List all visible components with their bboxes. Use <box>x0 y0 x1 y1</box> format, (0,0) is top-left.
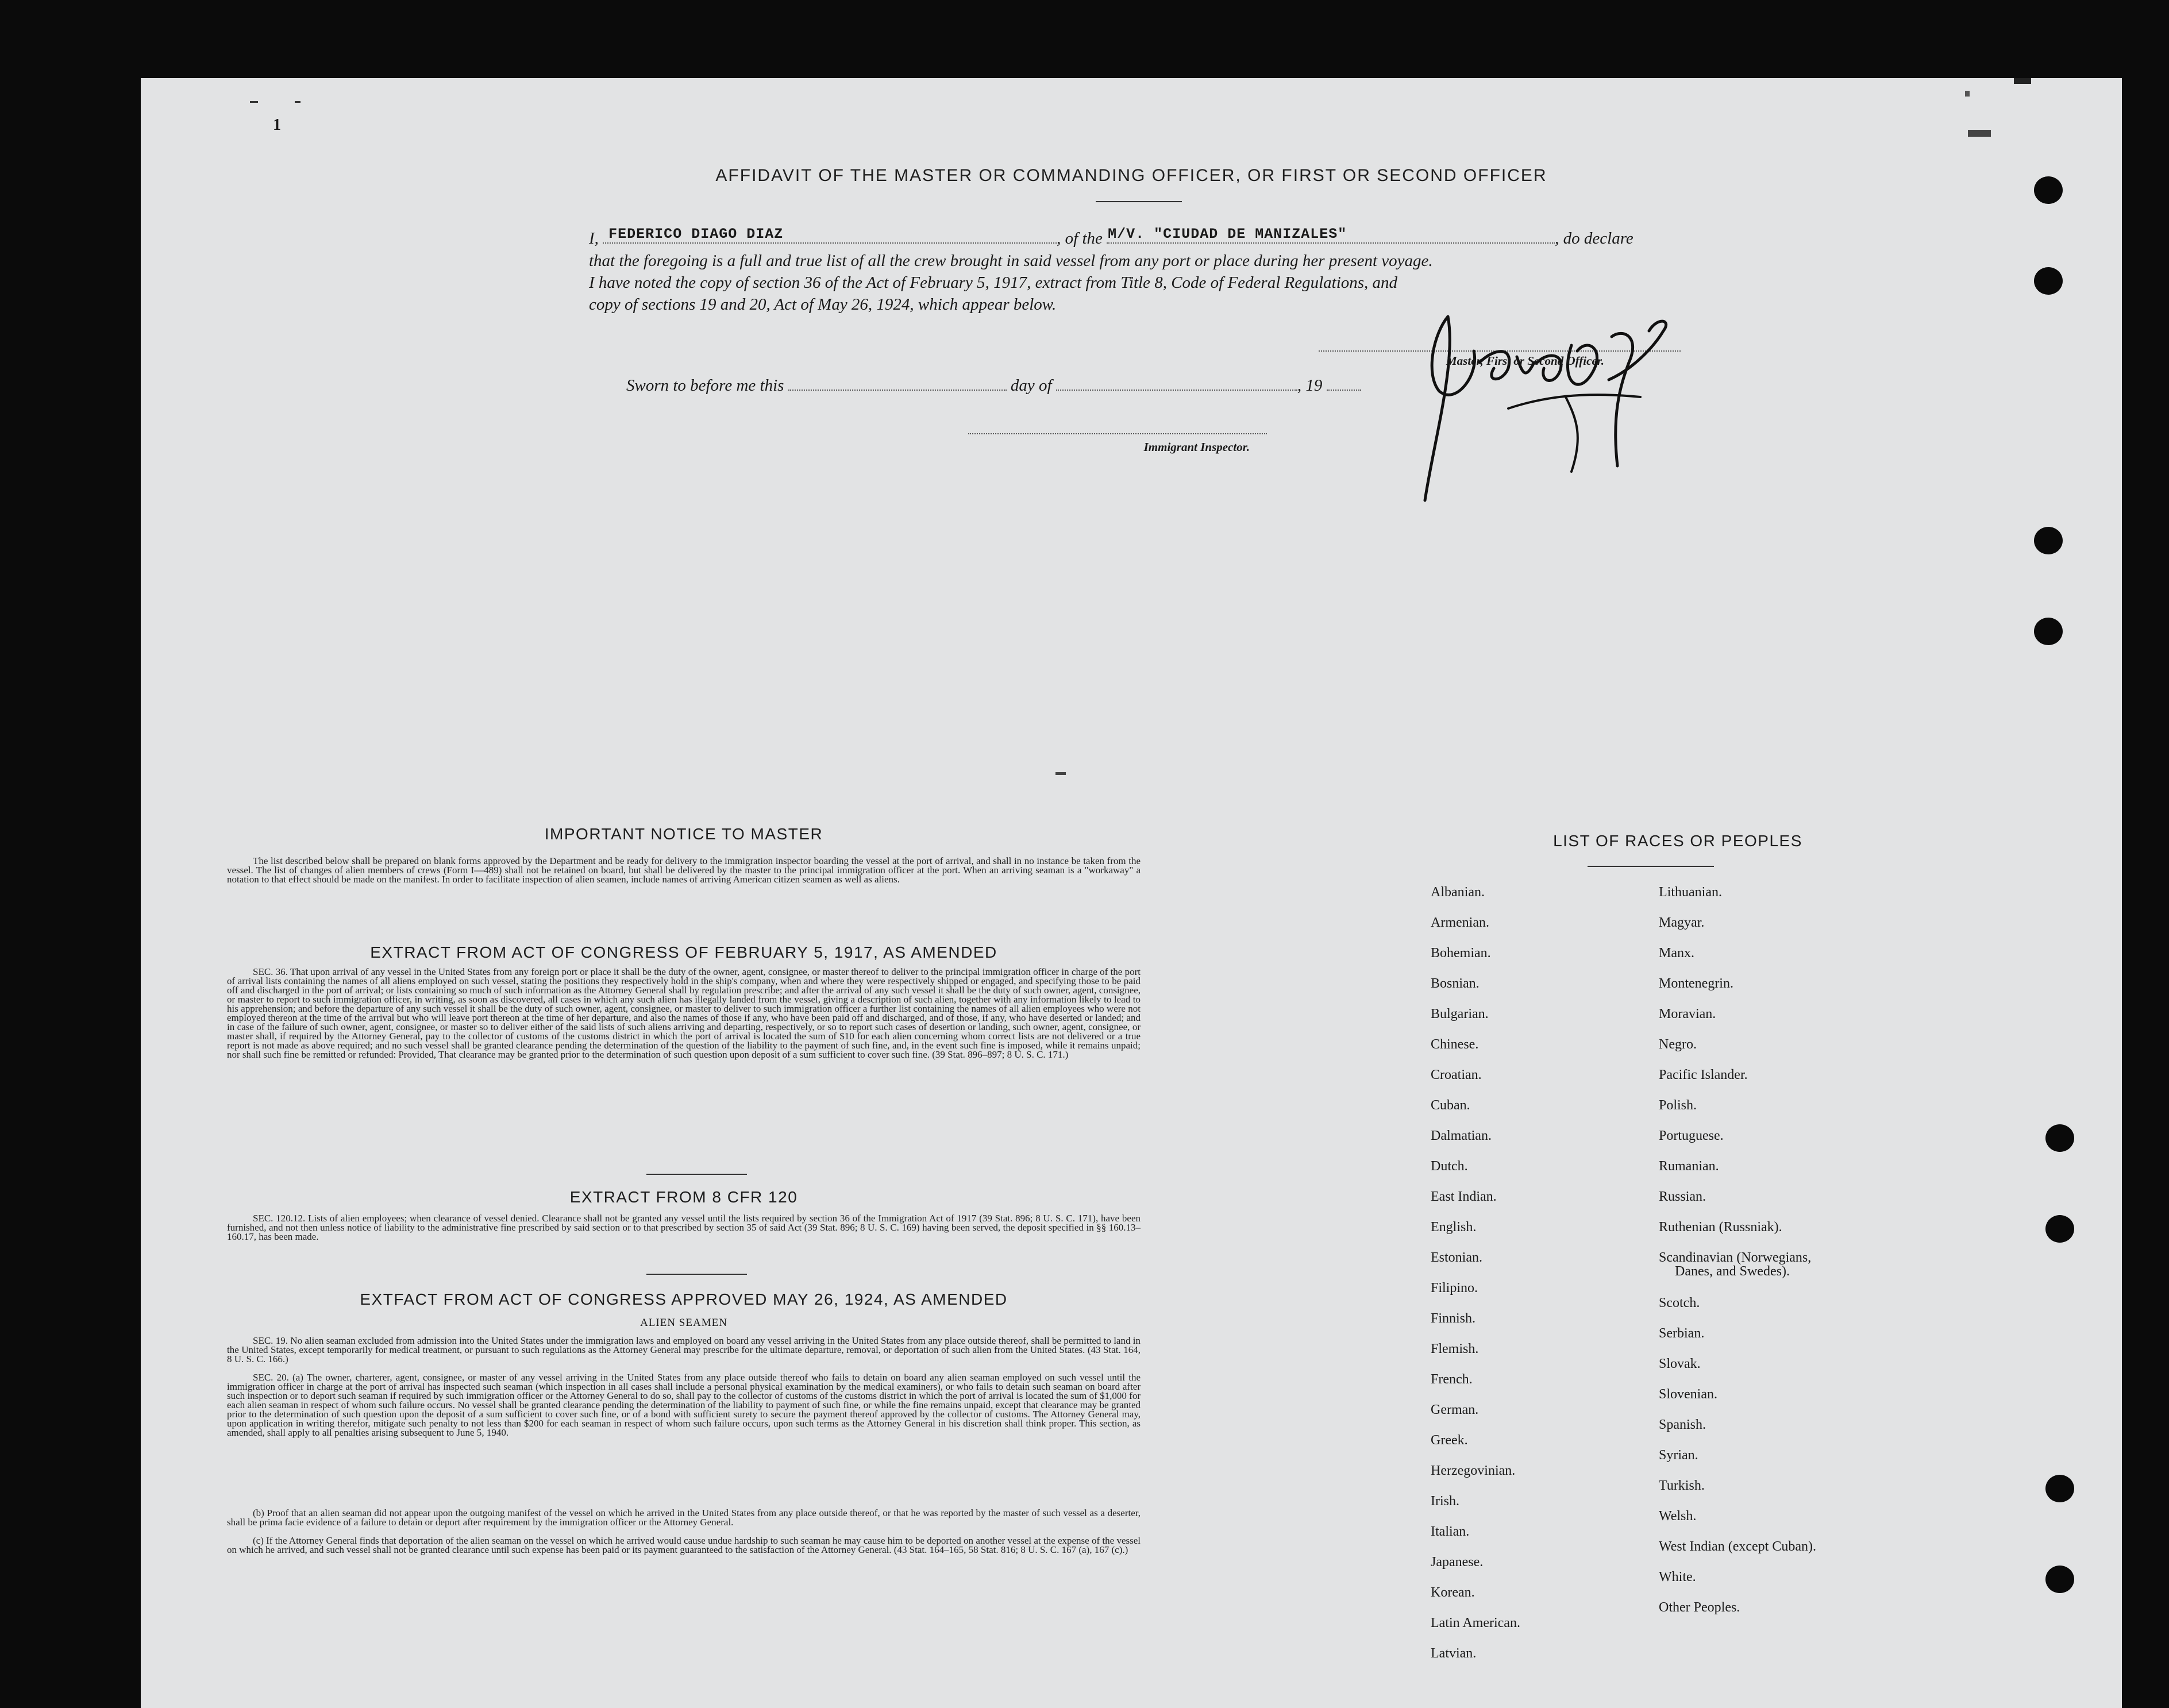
races-rule <box>1588 866 1714 867</box>
race-item-continuation: Danes, and Swedes). <box>1675 1264 1790 1279</box>
inspector-signature-line <box>968 433 1267 434</box>
race-item: Pacific Islander. <box>1659 1067 1748 1082</box>
race-item: West Indian (except Cuban). <box>1659 1539 1816 1554</box>
notice-body: The list described below shall be prepared on blank forms approved by the Department and be ready for delivery to the immigration inspector boarding the vessel at the port of arrival, and shall in no instance be taken from the vessel. The list of changes of alien members of crews (Form I—489) shall not be retained on board, but shall be delivered by the master to the principal immigration officer at the port. When an arriving seaman is a "workaway" a notation to that effect should be made on the manifest. In order to facilitate inspection of alien seamen, include names of arriving American citizen seamen as well as aliens. <box>227 855 1141 885</box>
sworn-date-field <box>788 373 1007 391</box>
alien-seamen-subheading: ALIEN SEAMEN <box>640 1317 727 1329</box>
binder-hole <box>2045 1475 2074 1502</box>
race-item: Moravian. <box>1659 1007 1716 1021</box>
race-item: Estonian. <box>1431 1250 1482 1265</box>
race-item: Magyar. <box>1659 915 1705 930</box>
race-item: Rumanian. <box>1659 1159 1719 1174</box>
race-item: White. <box>1659 1570 1696 1584</box>
pronoun: I, <box>589 229 599 248</box>
sworn-year-text: , 19 <box>1297 376 1323 395</box>
sworn-line <box>626 373 1603 397</box>
race-item: Dalmatian. <box>1431 1128 1492 1143</box>
race-item: Scandinavian (Norwegians, <box>1659 1250 1812 1265</box>
race-item: Portuguese. <box>1659 1128 1724 1143</box>
extract-1924-sec20a: SEC. 20. (a) The owner, charterer, agent, consignee, or master of any vessel arriving in the United States from any place outside thereof who fails to detain on board any alien seaman employed on such vessel until the immigration officer in charge at the port of arrival has inspected such seaman (which inspection in all cases shall include a personal physical examination by the medical examiners), or who fails to detain such seaman on board after such inspection or to deport such seaman if required by such immigration officer or the Attorney General to do so, shall pay to the collector of customs of the customs district in which the port of arrival is located the sum of $1,000 for each alien seaman in respect of whom such failure occurs. No vessel shall be granted clearance pending the determination of the liability to payment of such fine, or while the fine remains unpaid, except that clearance may be granted prior to the determination of such question upon the deposit of a sum sufficient to cover such fine, or of a bond with sufficient surety to secure the payment thereof approved by the collector of customs. The Attorney General may, upon application in writing therefor, mitigate such penalty to not less than $200 for each seaman in respect of whom such failure occurs, upon such terms as the Attorney General in his discretion shall think proper. This section, as amended, shall apply to all penalties arising subsequent to June 5, 1940. <box>227 1372 1141 1438</box>
race-item: Latin American. <box>1431 1616 1520 1630</box>
race-item: Herzegovinian. <box>1431 1463 1516 1478</box>
race-item: Cuban. <box>1431 1098 1470 1113</box>
page-marker: 1 <box>273 116 281 134</box>
race-item: Bohemian. <box>1431 946 1491 961</box>
race-item: Greek. <box>1431 1433 1468 1448</box>
race-item: Lithuanian. <box>1659 885 1722 900</box>
race-item: Serbian. <box>1659 1326 1705 1341</box>
scan-speck <box>295 101 300 103</box>
extract-1917-heading: EXTRACT FROM ACT OF CONGRESS OF FEBRUARY 5, 1917, AS AMENDED <box>370 943 997 961</box>
race-item: Chinese. <box>1431 1037 1479 1052</box>
race-item: Manx. <box>1659 946 1694 961</box>
extract-1924-sec19: SEC. 19. No alien seaman excluded from admission into the United States under the immigration laws and employed on board any vessel arriving in the United States from any place outside thereof, shall be permitted to land in the United States, except temporarily for medical treatment, or pursuant to such regulations as the Attorney General may prescribe for the ultimate departure, removal, or deportation of such alien from the United States. (43 Stat. 164, 8 U. S. C. 166.) <box>227 1335 1141 1364</box>
race-item: Ruthenian (Russniak). <box>1659 1220 1782 1235</box>
race-item: Dutch. <box>1431 1159 1468 1174</box>
race-item: German. <box>1431 1402 1479 1417</box>
section-rule <box>646 1174 747 1175</box>
extract-1924-sec20c: (c) If the Attorney General finds that deportation of the alien seaman on the vessel on which he arrived would cause undue hardship to such seaman he may cause him to be deported on another vessel at the expense of the vessel on which he arrived, and such vessel shall not be granted clearance until such expense has been paid or its payment guaranteed to the satisfaction of the Attorney General. (43 Stat. 164–165, 58 Stat. 816; 8 U. S. C. 167 (a), 167 (c).) <box>227 1535 1141 1555</box>
vessel-field <box>1107 226 1555 244</box>
master-name-field <box>603 226 1057 244</box>
race-item: Montenegrin. <box>1659 976 1733 991</box>
extract-1924-sec20b: (b) Proof that an alien seaman did not appear upon the outgoing manifest of the vessel on which he arrived in the United States from any place outside thereof, or that he was reported by the master of such vessel as a deserter, shall be prima facie evidence of a failure to detain or deport after requirement by the immigration officer or the Attorney General. <box>227 1507 1141 1528</box>
race-item: East Indian. <box>1431 1189 1497 1204</box>
race-item: Latvian. <box>1431 1646 1477 1661</box>
section-rule <box>646 1274 747 1275</box>
sworn-day-text: day of <box>1010 376 1052 395</box>
extract-cfr-heading: EXTRACT FROM 8 CFR 120 <box>569 1188 798 1206</box>
race-item: Irish. <box>1431 1494 1459 1509</box>
declaration-line-1 <box>589 226 1715 250</box>
inspector-label: Immigrant Inspector. <box>1143 440 1250 454</box>
extract-1917-body: SEC. 36. That upon arrival of any vessel in the United States from any foreign port or place it shall be the duty of the owner, agent, consignee, or master thereof to deliver to the principal immigration officer in charge of the port of arrival lists containing the names of all aliens employed on such vessel, stating the positions they respectively hold in the ship's company, when and where they were respectively shipped or engaged, and specifying those to be paid off and discharged in the port of arrival; or lists containing so much of such information as the Attorney General shall by regulation prescribe; and after the arrival of any such vessel it shall be the duty of such owner, agent, consignee, or master to report to such immigration officer, in writing, as soon as discovered, all cases in which any such alien has illegally landed from the vessel, giving a description of such alien, together with any information likely to lead to his apprehension; and before the departure of any such vessel it shall be the duty of such owner, agent, consignee, or master to deliver to such immigration officer a further list containing the names of all alien employees who were not employed thereon at the time of the arrival but who will leave port thereon at the time of her departure, and also the names of those if any, who have been paid off and discharged, and of those, if any, who have deserted or landed; and in case of the failure of such owner, agent, consignee, or master so to deliver either of the said lists of such aliens arriving and departing, respectively, or so to report such cases of desertion or landing, such owner, agent, consignee, or master shall, if required by the Attorney General, pay to the collector of customs of the customs district in which the port of arrival is located the sum of $10 for each alien concerning whom correct lists are not delivered or a true report is not made as above required; and no such vessel shall be granted clearance pending the determination of the question of the liability to the payment of such fine, and, in the event such fine is imposed, while it remains unpaid; nor shall such fine be remitted or refunded: Provided, That clearance may be granted prior to the determination of such question upon deposit of a sum sufficient to cover such fine. (39 Stat. 896–897; 8 U. S. C. 171.) <box>227 966 1141 1060</box>
vessel-name: M/V. "CIUDAD DE MANIZALES" <box>1108 226 1347 242</box>
race-item: Armenian. <box>1431 915 1489 930</box>
declaration-line-4: copy of sections 19 and 20, Act of May 26, 1924, which appear below. <box>589 295 1057 314</box>
binder-hole <box>2034 618 2063 645</box>
binder-hole <box>2045 1566 2074 1593</box>
race-item: Russian. <box>1659 1189 1706 1204</box>
race-item: Bosnian. <box>1431 976 1480 991</box>
document-page <box>141 78 2122 1708</box>
declaration-line-3: I have noted the copy of section 36 of the Act of February 5, 1917, extract from Title 8, Code of Federal Regulations, and <box>589 273 1398 292</box>
race-item: Polish. <box>1659 1098 1697 1113</box>
extract-cfr-body: SEC. 120.12. Lists of alien employees; when clearance of vessel denied. Clearance shall not be granted any vessel until the lists required by section 36 of the Immigration Act of 1917 (39 Stat. 896; 8 U. S. C. 171), have been furnished, and not then unless notice of liability to the administrative fine prescribed by said section or to that prescribed by section 35 of said Act (39 Stat. 896; 8 U. S. C. 169) having been served, the deposit specified in §§ 160.13–160.17, has been made. <box>227 1213 1141 1242</box>
race-item: Filipino. <box>1431 1281 1478 1296</box>
sworn-month-field <box>1056 373 1297 391</box>
binder-hole <box>2045 1124 2074 1152</box>
extract-1924-heading: EXTFACT FROM ACT OF CONGRESS APPROVED MAY 26, 1924, AS AMENDED <box>360 1290 1008 1308</box>
title-rule <box>1096 201 1182 202</box>
binder-hole <box>2045 1215 2074 1243</box>
races-heading: LIST OF RACES OR PEOPLES <box>1553 832 1802 850</box>
race-item: Turkish. <box>1659 1478 1705 1493</box>
race-item: Bulgarian. <box>1431 1007 1489 1021</box>
race-item: Japanese. <box>1431 1555 1484 1570</box>
race-item: Flemish. <box>1431 1341 1479 1356</box>
race-item: Slovenian. <box>1659 1387 1717 1402</box>
race-item: Korean. <box>1431 1585 1475 1600</box>
race-item: Croatian. <box>1431 1067 1482 1082</box>
scan-speck <box>1055 772 1066 775</box>
race-item: English. <box>1431 1220 1477 1235</box>
scan-speck <box>1968 130 1991 137</box>
sworn-year-field <box>1327 373 1361 391</box>
scan-speck <box>250 101 258 103</box>
master-name: FEDERICO DIAGO DIAZ <box>608 226 784 242</box>
race-item: Slovak. <box>1659 1356 1701 1371</box>
race-item: Syrian. <box>1659 1448 1698 1463</box>
race-item: Negro. <box>1659 1037 1697 1052</box>
race-item: Other Peoples. <box>1659 1600 1740 1615</box>
race-item: French. <box>1431 1372 1473 1387</box>
race-item: Welsh. <box>1659 1509 1697 1524</box>
of-the-text: , of the <box>1057 229 1103 248</box>
race-item: Italian. <box>1431 1524 1470 1539</box>
binder-hole <box>2034 267 2063 295</box>
sworn-prefix: Sworn to before me this <box>626 376 784 395</box>
signature-label: Master, First or Second Officer. <box>1446 354 1604 368</box>
race-item: Spanish. <box>1659 1417 1706 1432</box>
notice-heading: IMPORTANT NOTICE TO MASTER <box>544 825 823 843</box>
race-item: Albanian. <box>1431 885 1485 900</box>
affidavit-title: AFFIDAVIT OF THE MASTER OR COMMANDING OFFICER, OR FIRST OR SECOND OFFICER <box>715 166 1547 185</box>
do-declare-text: , do declare <box>1555 229 1634 248</box>
race-item: Finnish. <box>1431 1311 1476 1326</box>
declaration-line-2: that the foregoing is a full and true list of all the crew brought in said vessel from any port or place during her present voyage. <box>589 252 1433 270</box>
binder-hole <box>2034 527 2063 554</box>
scan-speck <box>2014 78 2031 84</box>
race-item: Scotch. <box>1659 1296 1700 1310</box>
scan-speck <box>1965 91 1970 97</box>
